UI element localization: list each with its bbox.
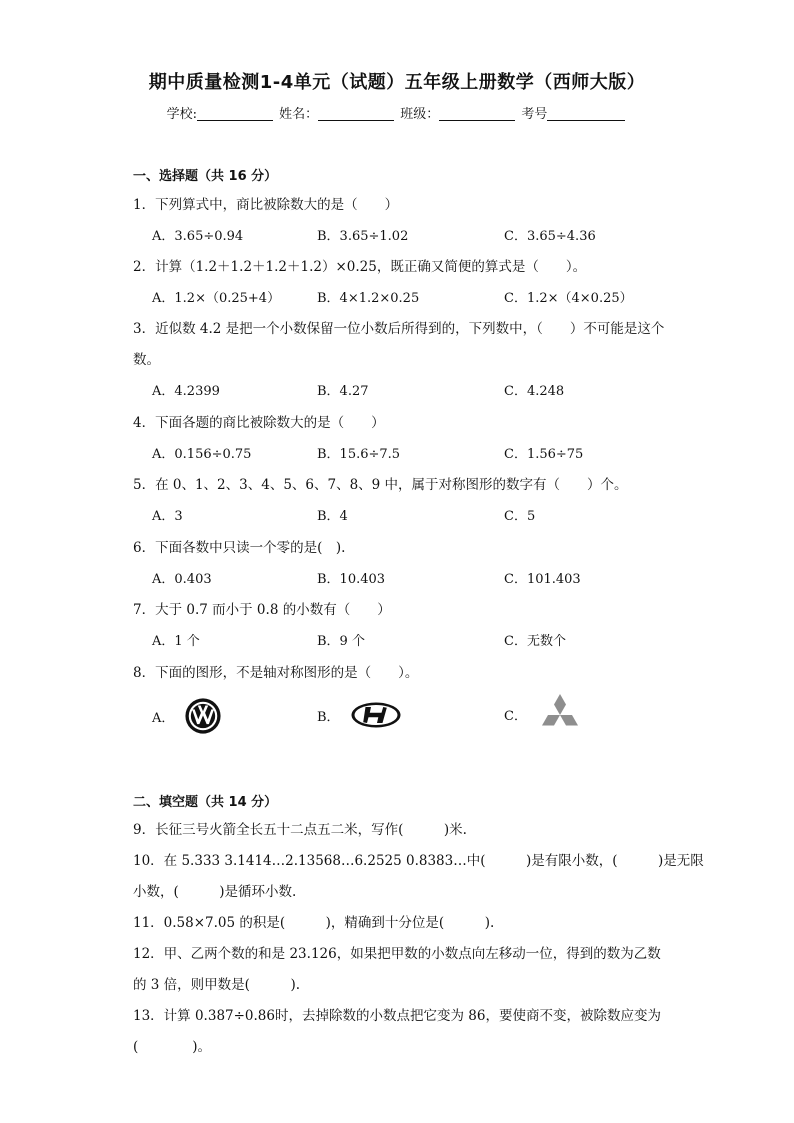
page-title: 期中质量检测1-4单元（试题）五年级上册数学（西师大版） — [148, 72, 646, 93]
q1-option-b: B．3.65÷1.02 — [317, 229, 409, 244]
q3-option-b: B．4.27 — [317, 384, 369, 399]
question-7: 7．大于 0.7 而小于 0.8 的小数有（ ） — [133, 602, 391, 618]
question-3-continued: 数。 — [133, 352, 160, 368]
question-5: 5．在 0、1、2、3、4、5、6、7、8、9 中，属于对称图形的数字有（ ）个。 — [133, 477, 628, 493]
q4-option-a: A．0.156÷0.75 — [152, 447, 252, 462]
question-11: 11．0.58×7.05 的积是( )，精确到十分位是( ). — [133, 915, 495, 931]
name-label: 姓名： — [279, 107, 319, 122]
question-6: 6．下面各数中只读一个零的是( ). — [133, 540, 346, 556]
q2-option-a: A．1.2×（0.25+4） — [152, 291, 281, 306]
q1-option-a: A．3.65÷0.94 — [152, 229, 244, 244]
q8-option-a — [152, 697, 222, 735]
question-12: 12．甲、乙两个数的和是 23.126，如果把甲数的小数点向左移动一位，得到的数为乙数 — [133, 946, 661, 962]
question-10: 10．在 5.333 3.1414…2.13568…6.2525 0.8383…中( )是有限小数，( )是无限 — [133, 853, 704, 869]
mitsubishi-logo-icon — [537, 693, 583, 735]
q8-option-a-label: A． — [152, 710, 175, 726]
question-2: 2．计算（1.2＋1.2＋1.2＋1.2）×0.25，既正确又简便的算式是（ ）。 — [133, 259, 587, 275]
class-blank — [439, 107, 515, 121]
exam-number-blank — [547, 107, 625, 121]
q8-option-b-label: B． — [317, 709, 340, 725]
exam-number-label: 考号 — [521, 107, 548, 122]
q5-option-a: A．3 — [152, 509, 183, 524]
question-12-continued: 的 3 倍，则甲数是( ). — [133, 977, 300, 993]
school-label: 学校: — [166, 107, 197, 122]
q3-option-a: A．4.2399 — [152, 384, 220, 399]
school-blank — [197, 107, 273, 121]
volkswagen-logo-icon — [184, 697, 222, 735]
q7-option-a: A．1 个 — [152, 634, 200, 649]
q8-option-c — [504, 693, 583, 735]
q5-option-b: B．4 — [317, 509, 348, 524]
student-info-line — [0, 103, 794, 122]
question-8: 8．下面的图形，不是轴对称图形的是（ ）。 — [133, 665, 419, 681]
q5-option-c: C．5 — [504, 509, 536, 524]
q8-option-c-label: C． — [504, 708, 527, 724]
class-label: 班级： — [400, 107, 440, 122]
question-4: 4．下面各题的商比被除数大的是（ ） — [133, 415, 385, 431]
section-heading-fill-blank: 二、填空题（共 14 分） — [133, 795, 278, 810]
question-3: 3．近似数 4.2 是把一个小数保留一位小数后所得到的，下列数中，（ ）不可能是这个 — [133, 321, 665, 337]
section-heading-choice: 一、选择题（共 16 分） — [133, 169, 278, 184]
q6-option-c: C．101.403 — [504, 572, 581, 587]
q7-option-b: B．9 个 — [317, 634, 365, 649]
question-13: 13．计算 0.387÷0.86时，去掉除数的小数点把它变为 86，要使商不变，被除数应变为 — [133, 1008, 661, 1024]
question-9: 9．长征三号火箭全长五十二点五二米，写作( )米. — [133, 822, 467, 838]
q2-option-c: C．1.2×（4×0.25） — [504, 291, 633, 306]
q6-option-b: B．10.403 — [317, 572, 386, 587]
hyundai-logo-icon — [350, 701, 402, 729]
q3-option-c: C．4.248 — [504, 384, 565, 399]
name-blank — [318, 107, 394, 121]
q4-option-b: B．15.6÷7.5 — [317, 447, 401, 462]
q4-option-c: C．1.56÷75 — [504, 447, 584, 462]
q7-option-c: C．无数个 — [504, 634, 566, 649]
question-10-continued: 小数，( )是循环小数. — [133, 884, 297, 900]
q2-option-b: B．4×1.2×0.25 — [317, 291, 420, 306]
q8-option-b — [317, 701, 402, 729]
q1-option-c: C．3.65÷4.36 — [504, 229, 596, 244]
question-1: 1．下列算式中，商比被除数大的是（ ） — [133, 197, 399, 213]
question-13-continued: ( )。 — [133, 1039, 212, 1055]
q6-option-a: A．0.403 — [152, 572, 212, 587]
